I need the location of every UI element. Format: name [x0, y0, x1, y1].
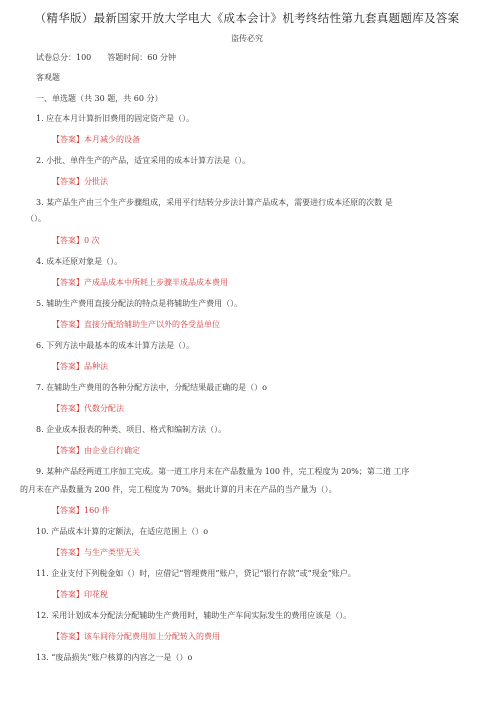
exam-info: 试卷总分：100 答题时间：60 分钟	[36, 53, 176, 62]
document-title: （精华版）最新国家开放大学电大《成本会计》机考终结性第九套真题题库及答案	[34, 11, 460, 25]
question-3-cont: （）。	[26, 214, 46, 223]
answer-7: 【答案】代数分配法	[52, 404, 124, 413]
question-9-cont: 的月末在产品数量为 200 件，完工程度为 70%。据此计算的月末在产品的当产量为（）。	[20, 485, 337, 494]
question-7: 7. 在辅助生产费用的各种分配方法中，分配结果最正确的是（）o	[36, 383, 267, 392]
answer-6: 【答案】品种法	[52, 362, 108, 371]
section-heading: 一、单选题（共 30 题，共 60 分）	[36, 94, 163, 103]
section-type: 客观题	[36, 73, 60, 82]
answer-9: 【答案】160 件	[52, 506, 110, 515]
document-subtitle: 盗传必究	[231, 34, 263, 43]
answer-3: 【答案】0 次	[52, 236, 100, 245]
question-9: 9. 某种产品经两道工序加工完成。第一道工序月末在产品数量为 100 件，完工程度为 20%；第二道 工序	[36, 467, 410, 476]
question-6: 6. 下列方法中最基本的成本计算方法是（）。	[36, 341, 195, 350]
question-1: 1. 应在本月计算折旧费用的固定资产是（）。	[36, 114, 195, 123]
question-4: 4. 成本还原对象是（）。	[36, 257, 123, 266]
answer-5: 【答案】直接分配给辅助生产以外的各受益单位	[52, 320, 220, 329]
answer-8: 【答案】由企业自行确定	[52, 446, 140, 455]
question-2: 2. 小批、单件生产的产品，适宜采用的成本计算方法是（）。	[36, 156, 251, 165]
answer-4: 【答案】产成品成本中所耗上步骤半成品成本费用	[52, 278, 228, 287]
answer-2: 【答案】分批法	[52, 177, 108, 186]
question-3: 3. 某产品生产由三个生产步骤组成，采用平行结转分步法计算产品成本，需要进行成本还原的次数 是	[36, 198, 393, 207]
question-5: 5. 辅助生产费用直接分配法的特点是将辅助生产费用（）。	[36, 299, 243, 308]
question-12: 12. 采用计划成本分配法分配辅助生产费用时，辅助生产车间实际发生的费用应该是（）。	[36, 611, 352, 620]
answer-1: 【答案】本月减少的设备	[52, 135, 140, 144]
question-13: 13. “废品损失”账户核算的内容之一是（）o	[36, 653, 193, 662]
question-10: 10. 产品成本计算的定额法，在适应范围上（）o	[36, 527, 209, 536]
question-8: 8. 企业成本报表的种类、项目、格式和编制方法（）。	[36, 425, 227, 434]
answer-12: 【答案】该车间待分配费用加上分配转入的费用	[52, 632, 220, 641]
question-11: 11. 企业支付下列税金如（）时，应借记“管理费用”账户，贷记“银行存款”或“现金”账户。	[36, 569, 356, 578]
answer-11: 【答案】印花税	[52, 590, 108, 599]
answer-10: 【答案】与生产类型无关	[52, 548, 140, 557]
